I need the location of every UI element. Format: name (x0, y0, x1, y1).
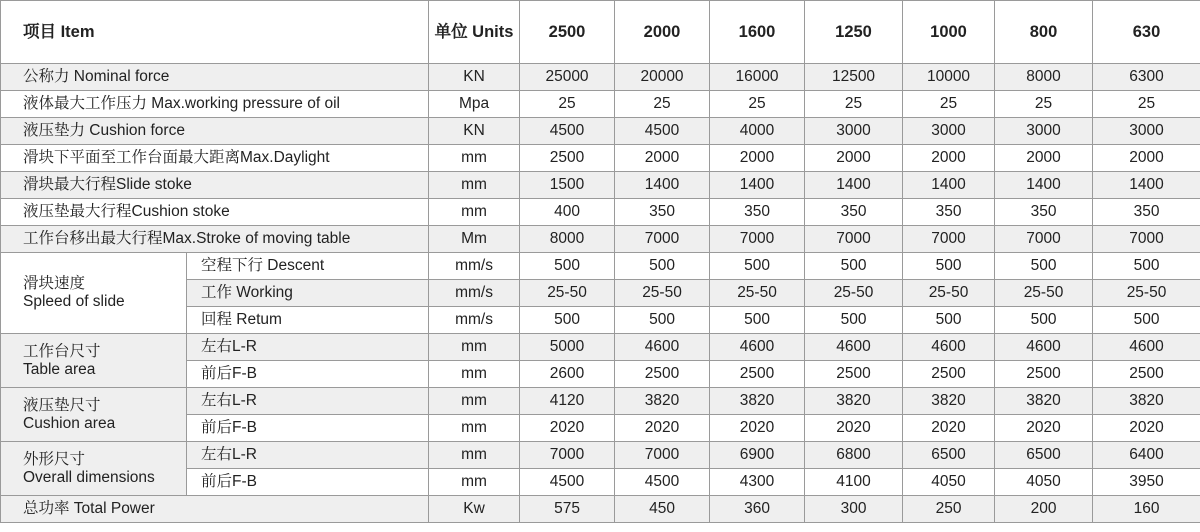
value-cell: 500 (805, 253, 903, 280)
value-cell: 25 (995, 91, 1093, 118)
value-cell: 6900 (710, 442, 805, 469)
value-cell: 3000 (995, 118, 1093, 145)
row-label: 液体最大工作压力 Max.working pressure of oil (1, 91, 429, 118)
value-cell: 25-50 (615, 280, 710, 307)
value-cell: 3950 (1093, 469, 1200, 496)
sub-row-label: 回程 Retum (187, 307, 429, 334)
value-cell: 500 (520, 307, 615, 334)
row-unit: mm (429, 388, 520, 415)
header-item: 项目 Item (1, 1, 429, 64)
value-cell: 500 (1093, 307, 1200, 334)
row-label: 液压垫最大行程Cushion stoke (1, 199, 429, 226)
value-cell: 4600 (805, 334, 903, 361)
header-model: 630 (1093, 1, 1200, 64)
value-cell: 2020 (903, 415, 995, 442)
value-cell: 2000 (903, 145, 995, 172)
table-row (1, 91, 1200, 118)
row-unit: mm (429, 415, 520, 442)
value-cell: 400 (520, 199, 615, 226)
value-cell: 2020 (805, 415, 903, 442)
group-label-cell (1, 388, 187, 442)
row-label: 滑块下平面至工作台面最大距离Max.Daylight (1, 145, 429, 172)
value-cell: 3820 (995, 388, 1093, 415)
value-cell: 350 (903, 199, 995, 226)
header-model: 1250 (805, 1, 903, 64)
value-cell: 25-50 (1093, 280, 1200, 307)
value-cell: 25-50 (805, 280, 903, 307)
value-cell: 2020 (520, 415, 615, 442)
header-model: 1600 (710, 1, 805, 64)
value-cell: 4500 (520, 118, 615, 145)
group-label-en: Overall dimensions (23, 468, 155, 486)
value-cell: 8000 (995, 64, 1093, 91)
row-unit: Mm (429, 226, 520, 253)
row-unit: mm (429, 442, 520, 469)
table-row (1, 253, 1200, 280)
row-label: 滑块最大行程Slide stoke (1, 172, 429, 199)
table-row (1, 334, 1200, 361)
value-cell: 16000 (710, 64, 805, 91)
sub-row-label: 左右L-R (187, 334, 429, 361)
value-cell: 4600 (1093, 334, 1200, 361)
sub-row-label: 前后F-B (187, 415, 429, 442)
group-label-en: Spleed of slide (23, 293, 125, 310)
value-cell: 1400 (995, 172, 1093, 199)
value-cell: 4000 (710, 118, 805, 145)
row-unit: KN (429, 118, 520, 145)
value-cell: 2000 (805, 145, 903, 172)
value-cell: 3820 (903, 388, 995, 415)
value-cell: 2000 (995, 145, 1093, 172)
table-row (1, 118, 1200, 145)
row-unit: Mpa (429, 91, 520, 118)
header-model: 2000 (615, 1, 710, 64)
value-cell: 1400 (1093, 172, 1200, 199)
value-cell: 7000 (520, 442, 615, 469)
value-cell: 7000 (710, 226, 805, 253)
value-cell: 25000 (520, 64, 615, 91)
value-cell: 25-50 (710, 280, 805, 307)
row-unit: KN (429, 64, 520, 91)
header-units: 单位 Units (429, 1, 520, 64)
table-row (1, 199, 1200, 226)
value-cell: 3820 (710, 388, 805, 415)
row-unit: mm/s (429, 307, 520, 334)
table-row (1, 172, 1200, 199)
value-cell: 500 (615, 307, 710, 334)
group-label-cn: 滑块速度 (23, 275, 86, 292)
value-cell: 4500 (615, 469, 710, 496)
value-cell: 2020 (615, 415, 710, 442)
value-cell: 575 (520, 496, 615, 523)
value-cell: 350 (710, 199, 805, 226)
table-row (1, 442, 1200, 469)
value-cell: 25 (710, 91, 805, 118)
value-cell: 6500 (903, 442, 995, 469)
sub-row-label: 左右L-R (187, 442, 429, 469)
row-unit: Kw (429, 496, 520, 523)
value-cell: 2500 (520, 145, 615, 172)
sub-row-label: 前后F-B (187, 361, 429, 388)
value-cell: 200 (995, 496, 1093, 523)
value-cell: 500 (615, 253, 710, 280)
value-cell: 7000 (1093, 226, 1200, 253)
row-unit: mm/s (429, 253, 520, 280)
value-cell: 4300 (710, 469, 805, 496)
sub-row-label: 空程下行 Descent (187, 253, 429, 280)
value-cell: 500 (520, 253, 615, 280)
value-cell: 500 (995, 307, 1093, 334)
value-cell: 2000 (1093, 145, 1200, 172)
value-cell: 2500 (903, 361, 995, 388)
header-model: 800 (995, 1, 1093, 64)
value-cell: 500 (995, 253, 1093, 280)
value-cell: 2600 (520, 361, 615, 388)
value-cell: 7000 (615, 226, 710, 253)
table-row (1, 145, 1200, 172)
group-label-en: Table area (23, 360, 96, 378)
value-cell: 4600 (710, 334, 805, 361)
value-cell: 7000 (995, 226, 1093, 253)
value-cell: 8000 (520, 226, 615, 253)
value-cell: 2500 (1093, 361, 1200, 388)
value-cell: 1500 (520, 172, 615, 199)
value-cell: 4600 (995, 334, 1093, 361)
value-cell: 4050 (995, 469, 1093, 496)
header-model: 1000 (903, 1, 995, 64)
value-cell: 2500 (805, 361, 903, 388)
sub-row-label: 前后F-B (187, 469, 429, 496)
value-cell: 6400 (1093, 442, 1200, 469)
value-cell: 6800 (805, 442, 903, 469)
value-cell: 7000 (805, 226, 903, 253)
value-cell: 25-50 (903, 280, 995, 307)
value-cell: 2000 (710, 145, 805, 172)
value-cell: 7000 (615, 442, 710, 469)
value-cell: 3000 (903, 118, 995, 145)
group-label-en: Cushion area (23, 414, 116, 432)
row-label: 液压垫力 Cushion force (1, 118, 429, 145)
value-cell: 3820 (805, 388, 903, 415)
value-cell: 1400 (710, 172, 805, 199)
value-cell: 4100 (805, 469, 903, 496)
value-cell: 160 (1093, 496, 1200, 523)
value-cell: 3820 (615, 388, 710, 415)
value-cell: 4500 (615, 118, 710, 145)
group-label-cn: 外形尺寸 (23, 450, 86, 468)
group-label-cell (1, 253, 187, 334)
value-cell: 4600 (903, 334, 995, 361)
value-cell: 500 (710, 253, 805, 280)
value-cell: 360 (710, 496, 805, 523)
value-cell: 2020 (710, 415, 805, 442)
value-cell: 2020 (995, 415, 1093, 442)
group-label-cell (1, 334, 187, 388)
value-cell: 25 (1093, 91, 1200, 118)
value-cell: 2500 (995, 361, 1093, 388)
value-cell: 25 (805, 91, 903, 118)
value-cell: 25-50 (995, 280, 1093, 307)
sub-row-label: 左右L-R (187, 388, 429, 415)
value-cell: 25 (903, 91, 995, 118)
value-cell: 25 (615, 91, 710, 118)
value-cell: 450 (615, 496, 710, 523)
value-cell: 2500 (710, 361, 805, 388)
value-cell: 300 (805, 496, 903, 523)
value-cell: 1400 (903, 172, 995, 199)
header-model: 2500 (520, 1, 615, 64)
group-label-cn: 工作台尺寸 (23, 342, 101, 360)
value-cell: 350 (995, 199, 1093, 226)
row-unit: mm/s (429, 280, 520, 307)
value-cell: 2500 (615, 361, 710, 388)
row-unit: mm (429, 145, 520, 172)
value-cell: 4050 (903, 469, 995, 496)
value-cell: 3820 (1093, 388, 1200, 415)
row-label: 总功率 Total Power (1, 496, 429, 523)
row-label: 公称力 Nominal force (1, 64, 429, 91)
value-cell: 500 (1093, 253, 1200, 280)
value-cell: 4600 (615, 334, 710, 361)
value-cell: 500 (805, 307, 903, 334)
value-cell: 6300 (1093, 64, 1200, 91)
value-cell: 5000 (520, 334, 615, 361)
value-cell: 2020 (1093, 415, 1200, 442)
row-unit: mm (429, 469, 520, 496)
table-row (1, 496, 1200, 523)
value-cell: 250 (903, 496, 995, 523)
value-cell: 500 (903, 307, 995, 334)
group-label-cell (1, 442, 187, 496)
table-row (1, 226, 1200, 253)
value-cell: 7000 (903, 226, 995, 253)
value-cell: 6500 (995, 442, 1093, 469)
row-unit: mm (429, 361, 520, 388)
table-row (1, 388, 1200, 415)
value-cell: 4120 (520, 388, 615, 415)
row-unit: mm (429, 334, 520, 361)
value-cell: 20000 (615, 64, 710, 91)
table-row (1, 64, 1200, 91)
value-cell: 3000 (805, 118, 903, 145)
value-cell: 3000 (1093, 118, 1200, 145)
value-cell: 350 (1093, 199, 1200, 226)
value-cell: 10000 (903, 64, 995, 91)
group-label-cn: 液压垫尺寸 (23, 396, 101, 414)
value-cell: 1400 (615, 172, 710, 199)
sub-row-label: 工作 Working (187, 280, 429, 307)
value-cell: 1400 (805, 172, 903, 199)
value-cell: 25 (520, 91, 615, 118)
value-cell: 2000 (615, 145, 710, 172)
row-unit: mm (429, 199, 520, 226)
spec-body (1, 64, 1200, 523)
row-unit: mm (429, 172, 520, 199)
value-cell: 4500 (520, 469, 615, 496)
value-cell: 12500 (805, 64, 903, 91)
value-cell: 500 (710, 307, 805, 334)
value-cell: 500 (903, 253, 995, 280)
value-cell: 25-50 (520, 280, 615, 307)
value-cell: 350 (615, 199, 710, 226)
value-cell: 350 (805, 199, 903, 226)
header-row (1, 1, 1200, 64)
row-label: 工作台移出最大行程Max.Stroke of moving table (1, 226, 429, 253)
